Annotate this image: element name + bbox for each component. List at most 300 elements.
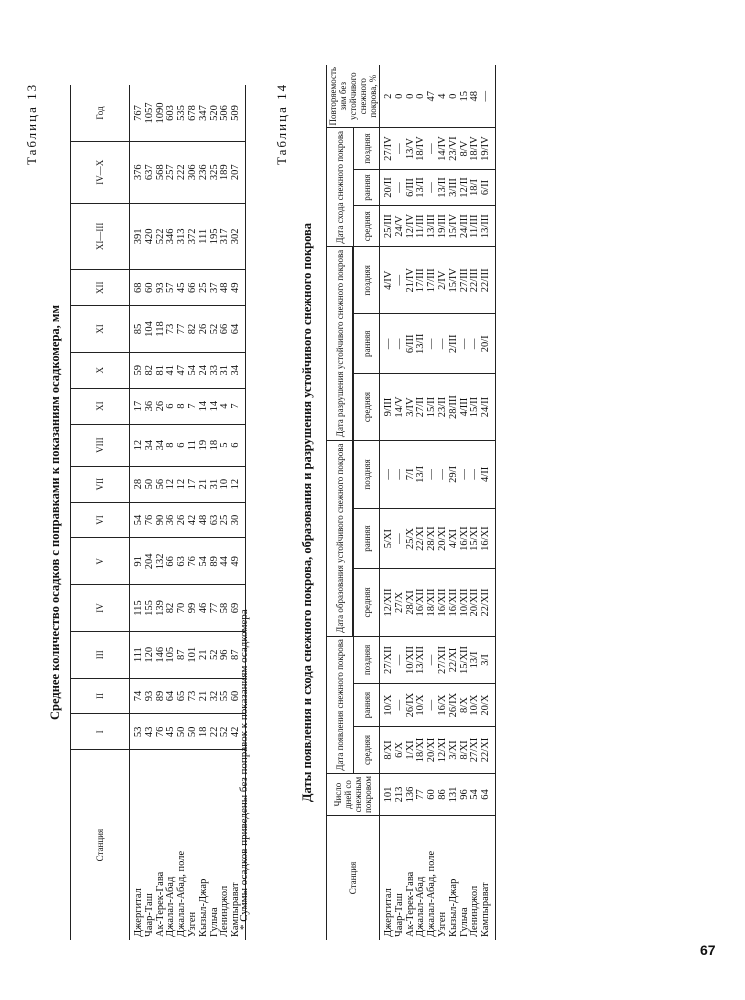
value-cell: 12/II	[460, 169, 471, 206]
value-cell: 16/XI	[481, 508, 495, 568]
value-cell: 12	[130, 424, 145, 466]
table13-header-row	[71, 85, 130, 940]
value-cell: 637	[145, 142, 156, 204]
table14-sub-early: ранняя	[354, 684, 380, 727]
table13-month-header: III	[71, 631, 130, 678]
value-cell: 506	[220, 85, 231, 142]
table14-form-header: Дата образования устойчивого снежного покрова	[327, 440, 353, 636]
value-cell: 376	[130, 142, 145, 204]
value-cell: 33	[210, 352, 221, 388]
value-cell: 27/XII	[380, 636, 395, 684]
value-cell: 13/I	[470, 636, 481, 684]
value-cell: 82	[166, 585, 177, 632]
value-cell: 21	[199, 631, 210, 678]
value-cell: 12/XI	[438, 726, 449, 773]
value-cell: 101	[380, 774, 395, 816]
station-name-cell: Чаар-Таш	[143, 893, 155, 937]
table14-row	[380, 65, 395, 940]
table13-month-header: VI	[71, 502, 130, 538]
value-cell: 4/III	[460, 374, 471, 441]
value-cell: 16/XII	[416, 569, 427, 636]
table13	[70, 85, 246, 940]
value-cell: 48	[199, 502, 210, 538]
station-name-cell: Кампырават	[481, 816, 495, 941]
value-cell: 27/XII	[438, 636, 449, 684]
value-cell: 13/III	[427, 206, 438, 247]
table14-days-header: Число дней со снежным покровом	[327, 774, 380, 816]
table13-month-header: XII	[71, 270, 130, 306]
table13-month-header: VIII	[71, 424, 130, 466]
value-cell: 57	[166, 270, 177, 306]
value-cell: 15/IV	[449, 247, 460, 314]
value-cell: 23/VI	[449, 128, 460, 169]
value-cell: 22/XII	[481, 569, 495, 636]
value-cell: 77	[416, 774, 427, 816]
value-cell: 68	[130, 270, 145, 306]
value-cell: 28/XI	[406, 569, 417, 636]
value-cell: 96	[220, 631, 231, 678]
value-cell: 59	[130, 352, 145, 388]
value-cell: 18/XII	[427, 569, 438, 636]
value-cell: 15/XII	[460, 636, 471, 684]
value-cell: 16/XII	[438, 569, 449, 636]
value-cell: 89	[156, 678, 167, 714]
value-cell: 146	[156, 631, 167, 678]
value-cell: 27/X	[395, 569, 406, 636]
value-cell: 11/III	[470, 206, 481, 247]
value-cell: 204	[145, 538, 156, 585]
value-cell: 420	[145, 203, 156, 270]
value-cell: 131	[449, 774, 460, 816]
value-cell: 522	[156, 203, 167, 270]
value-cell: 34	[231, 352, 245, 388]
value-cell: 6/III	[406, 314, 417, 374]
value-cell: 15/II	[470, 374, 481, 441]
value-cell: —	[395, 169, 406, 206]
value-cell: 18/XI	[416, 726, 427, 773]
table14-sub-early: ранняя	[354, 314, 380, 374]
value-cell: —	[395, 440, 406, 508]
value-cell: 93	[156, 270, 167, 306]
value-cell: 25/X	[406, 508, 417, 568]
value-cell: 18/IV	[416, 128, 427, 169]
value-cell: —	[427, 128, 438, 169]
value-cell: 22/XI	[416, 508, 427, 568]
station-name-cell: Джергитал	[383, 888, 394, 937]
value-cell: 50	[145, 466, 156, 502]
value-cell: —	[380, 314, 395, 374]
value-cell: 22/XI	[449, 636, 460, 684]
value-cell: 568	[156, 142, 167, 204]
value-cell: 50	[188, 714, 199, 750]
value-cell: 111	[130, 631, 145, 678]
table14-sub-late: поздняя	[354, 247, 380, 314]
table13-month-header: V	[71, 538, 130, 585]
value-cell: 45	[177, 270, 188, 306]
value-cell: 6	[231, 424, 245, 466]
value-cell: 24/III	[460, 206, 471, 247]
value-cell: 302	[231, 203, 245, 270]
value-cell: 20/XII	[470, 569, 481, 636]
value-cell: 535	[177, 85, 188, 142]
value-cell: 2/IV	[438, 247, 449, 314]
value-cell: 6	[177, 424, 188, 466]
value-cell: 13/I	[416, 440, 427, 508]
station-name-cell: Гульча	[458, 907, 470, 937]
value-cell: 325	[210, 142, 221, 204]
table13-row	[166, 85, 177, 940]
value-cell: 60	[427, 774, 438, 816]
value-cell: 8/V	[460, 128, 471, 169]
value-cell: 0	[406, 65, 417, 128]
value-cell: 42	[231, 714, 245, 750]
value-cell: 32	[210, 678, 221, 714]
value-cell: 104	[145, 306, 156, 353]
value-cell: 77	[177, 306, 188, 353]
value-cell: 76	[156, 714, 167, 750]
value-cell: 8/XI	[380, 726, 395, 773]
table14-repeat-header: Повторяемость зим без устойчивого снежного покрова, %	[327, 65, 380, 128]
value-cell: 74	[130, 678, 145, 714]
value-cell: 76	[145, 502, 156, 538]
value-cell: 111	[199, 203, 210, 270]
value-cell: 10	[220, 466, 231, 502]
value-cell: 139	[156, 585, 167, 632]
value-cell: 49	[231, 270, 245, 306]
table14-sub-avg: средняя	[354, 206, 380, 247]
value-cell: 47	[177, 352, 188, 388]
table13-title: Среднее количество осадков с поправками к показаниям осадкомера, мм	[48, 305, 62, 720]
value-cell: 1090	[156, 85, 167, 142]
table13-row	[156, 85, 167, 940]
value-cell: 27/III	[460, 247, 471, 314]
station-name-cell: Кампырават	[231, 750, 245, 940]
value-cell: 41	[166, 352, 177, 388]
value-cell: 50	[177, 714, 188, 750]
station-name-cell: Узген	[436, 911, 448, 937]
value-cell: 13/XII	[416, 636, 427, 684]
value-cell: 52	[220, 714, 231, 750]
value-cell: 20/X	[481, 684, 495, 727]
table13-footnote: * Суммы осадков приведены без поправок к показаниям осадкомера	[238, 609, 250, 930]
value-cell: 49	[231, 538, 245, 585]
value-cell: 20/XI	[427, 726, 438, 773]
value-cell: 509	[231, 85, 245, 142]
value-cell: 73	[188, 678, 199, 714]
value-cell: 48	[470, 65, 481, 128]
value-cell: 372	[188, 203, 199, 270]
value-cell: 15/IV	[449, 206, 460, 247]
table14-sub-late: поздняя	[354, 128, 380, 169]
value-cell: 73	[166, 306, 177, 353]
value-cell: —	[460, 314, 471, 374]
table13-row	[210, 85, 221, 940]
value-cell: 15/II	[427, 374, 438, 441]
value-cell: 207	[231, 142, 245, 204]
table13-month-header: IV—X	[71, 142, 130, 204]
value-cell: 13/II	[416, 169, 427, 206]
value-cell: 3/III	[449, 169, 460, 206]
value-cell: —	[438, 314, 449, 374]
value-cell: 37	[210, 270, 221, 306]
station-name-cell: Джалал-Абад	[415, 876, 427, 937]
table14-sub-early: ранняя	[354, 169, 380, 206]
station-name-cell: Джалал-Абад	[165, 876, 177, 937]
value-cell: 20/XI	[438, 508, 449, 568]
value-cell: 17/III	[427, 247, 438, 314]
value-cell: 96	[460, 774, 471, 816]
value-cell: 25	[220, 502, 231, 538]
value-cell: 36	[145, 388, 156, 424]
value-cell: 236	[199, 142, 210, 204]
value-cell: 678	[188, 85, 199, 142]
table13-row	[199, 85, 210, 940]
table13-row	[145, 85, 156, 940]
value-cell: 89	[210, 538, 221, 585]
value-cell: 34	[145, 424, 156, 466]
value-cell: 22/XI	[481, 726, 495, 773]
value-cell: 91	[130, 538, 145, 585]
value-cell: 36	[166, 502, 177, 538]
table14-row	[449, 65, 460, 940]
table13-month-header: XI—III	[71, 203, 130, 270]
value-cell: 5	[220, 424, 231, 466]
value-cell: 42	[188, 502, 199, 538]
value-cell: 6/II	[481, 169, 495, 206]
value-cell: 6	[166, 388, 177, 424]
value-cell: 21/IV	[406, 247, 417, 314]
value-cell: 14/V	[395, 374, 406, 441]
value-cell: 86	[438, 774, 449, 816]
value-cell: 44	[220, 538, 231, 585]
value-cell: 0	[395, 65, 406, 128]
table13-month-header: Год	[71, 85, 130, 142]
value-cell: 25	[199, 270, 210, 306]
value-cell: 70	[177, 585, 188, 632]
value-cell: 5/XI	[380, 508, 395, 568]
value-cell: 60	[145, 270, 156, 306]
value-cell: 7	[188, 388, 199, 424]
value-cell: 55	[220, 678, 231, 714]
station-name-cell: Кызыл-Джар	[197, 878, 209, 937]
value-cell: 20/II	[380, 169, 395, 206]
value-cell: 257	[166, 142, 177, 204]
value-cell: —	[481, 65, 495, 128]
value-cell: —	[470, 314, 481, 374]
table13-row	[188, 85, 199, 940]
table14-row	[481, 65, 495, 940]
table14-sub-early: ранняя	[354, 508, 380, 568]
value-cell: 26/IX	[449, 684, 460, 727]
table14-sub-late: поздняя	[354, 440, 380, 508]
table13-month-header: I	[71, 714, 130, 750]
value-cell: 3/I	[481, 636, 495, 684]
value-cell: 4	[220, 388, 231, 424]
value-cell: 26	[199, 306, 210, 353]
value-cell: 10/XII	[406, 636, 417, 684]
value-cell: 76	[188, 538, 199, 585]
table14-label: Таблица 14	[274, 82, 289, 165]
value-cell: 132	[156, 538, 167, 585]
value-cell: 105	[166, 631, 177, 678]
value-cell: 213	[395, 774, 406, 816]
value-cell: 1057	[145, 85, 156, 142]
table14-row	[460, 65, 471, 940]
value-cell: 58	[220, 585, 231, 632]
value-cell: 603	[166, 85, 177, 142]
value-cell: 27/IV	[380, 128, 395, 169]
value-cell: 14	[210, 388, 221, 424]
value-cell: 11	[188, 424, 199, 466]
value-cell: —	[427, 314, 438, 374]
station-name-cell: Кызыл-Джар	[447, 878, 459, 937]
value-cell: 43	[145, 714, 156, 750]
value-cell: 12/IV	[406, 206, 417, 247]
value-cell: 10/X	[380, 684, 395, 727]
value-cell: 66	[188, 270, 199, 306]
value-cell: 6/X	[395, 726, 406, 773]
station-name-cell: Узген	[186, 911, 198, 937]
value-cell: 22/III	[470, 247, 481, 314]
value-cell: 313	[177, 203, 188, 270]
value-cell: 27/II	[416, 374, 427, 441]
value-cell: 17/III	[416, 247, 427, 314]
value-cell: 64	[231, 306, 245, 353]
value-cell: 20/I	[481, 314, 495, 374]
value-cell: 64	[481, 774, 495, 816]
value-cell: 26	[177, 502, 188, 538]
table14-appear-header: Дата появления снежного покрова	[327, 636, 354, 774]
table13-row	[130, 85, 145, 940]
value-cell: 347	[199, 85, 210, 142]
station-name-cell: Гульча	[208, 907, 220, 937]
table14-row	[395, 65, 406, 940]
value-cell: 13/II	[416, 314, 427, 374]
value-cell: 2/III	[449, 314, 460, 374]
value-cell: 85	[130, 306, 145, 353]
value-cell: 31	[220, 352, 231, 388]
value-cell: —	[380, 440, 395, 508]
value-cell: 12/XII	[380, 569, 395, 636]
table14-sub-avg: средняя	[354, 374, 380, 441]
value-cell: 54	[470, 774, 481, 816]
value-cell: 54	[199, 538, 210, 585]
value-cell: 346	[166, 203, 177, 270]
table14-station-header: Станция	[327, 816, 380, 941]
table13-row	[220, 85, 231, 940]
value-cell: 12	[166, 466, 177, 502]
value-cell: 16/XI	[460, 508, 471, 568]
value-cell: 26	[156, 388, 167, 424]
value-cell: 19	[199, 424, 210, 466]
value-cell: 6/III	[406, 169, 417, 206]
table14-sub-late: поздняя	[354, 636, 380, 684]
table14-sub-avg: средняя	[354, 569, 380, 636]
value-cell: 3/IV	[406, 374, 417, 441]
value-cell: 66	[220, 306, 231, 353]
value-cell: —	[470, 440, 481, 508]
value-cell: 391	[130, 203, 145, 270]
value-cell: 520	[210, 85, 221, 142]
value-cell: 18/IV	[470, 128, 481, 169]
value-cell: —	[460, 440, 471, 508]
value-cell: 14	[199, 388, 210, 424]
value-cell: 1/XI	[406, 726, 417, 773]
value-cell: 27/XI	[470, 726, 481, 773]
value-cell: 4/II	[481, 440, 495, 508]
value-cell: 101	[188, 631, 199, 678]
value-cell: 63	[210, 502, 221, 538]
value-cell: 12	[177, 466, 188, 502]
station-name-cell: Ленинджол	[469, 885, 481, 937]
value-cell: 53	[130, 714, 145, 750]
value-cell: 4/XI	[449, 508, 460, 568]
table13-month-header: VII	[71, 466, 130, 502]
value-cell: —	[395, 636, 406, 684]
value-cell: 4	[438, 65, 449, 128]
value-cell: —	[438, 440, 449, 508]
value-cell: 28/III	[449, 374, 460, 441]
value-cell: 22/III	[481, 247, 495, 314]
value-cell: 17	[188, 466, 199, 502]
table13-month-header: II	[71, 678, 130, 714]
value-cell: 19/III	[438, 206, 449, 247]
value-cell: 54	[188, 352, 199, 388]
value-cell: 14/IV	[438, 128, 449, 169]
value-cell: 82	[188, 306, 199, 353]
station-name-cell: Ленинджол	[219, 885, 231, 937]
value-cell: —	[427, 684, 438, 727]
value-cell: 195	[210, 203, 221, 270]
value-cell: 118	[156, 306, 167, 353]
value-cell: 7	[231, 388, 245, 424]
value-cell: 19/IV	[481, 128, 495, 169]
value-cell: 12	[231, 466, 245, 502]
table13-station-header: Станция	[71, 750, 130, 940]
value-cell: 99	[188, 585, 199, 632]
value-cell: 87	[177, 631, 188, 678]
value-cell: 56	[156, 466, 167, 502]
value-cell: —	[427, 636, 438, 684]
value-cell: 16/X	[438, 684, 449, 727]
station-name-cell: Ак-Терек-Гава	[154, 871, 166, 937]
value-cell: 66	[166, 538, 177, 585]
value-cell: 52	[210, 631, 221, 678]
value-cell: 90	[156, 502, 167, 538]
value-cell: 28	[130, 466, 145, 502]
value-cell: 93	[145, 678, 156, 714]
value-cell: —	[427, 169, 438, 206]
table14-row	[416, 65, 427, 940]
value-cell: 31	[210, 466, 221, 502]
value-cell: 24/V	[395, 206, 406, 247]
value-cell: 189	[220, 142, 231, 204]
value-cell: —	[395, 247, 406, 314]
value-cell: 26/IX	[406, 684, 417, 727]
station-name-cell: Джергитал	[133, 888, 144, 937]
value-cell: 4/IV	[380, 247, 395, 314]
table14-header-row-1	[327, 65, 353, 940]
value-cell: 8	[177, 388, 188, 424]
value-cell: —	[395, 508, 406, 568]
value-cell: —	[395, 128, 406, 169]
value-cell: 47	[427, 65, 438, 128]
station-name-cell: Ак-Терек-Гава	[404, 871, 416, 937]
value-cell: 0	[449, 65, 460, 128]
table13-body	[130, 85, 246, 940]
table14-row	[470, 65, 481, 940]
value-cell: 48	[220, 270, 231, 306]
